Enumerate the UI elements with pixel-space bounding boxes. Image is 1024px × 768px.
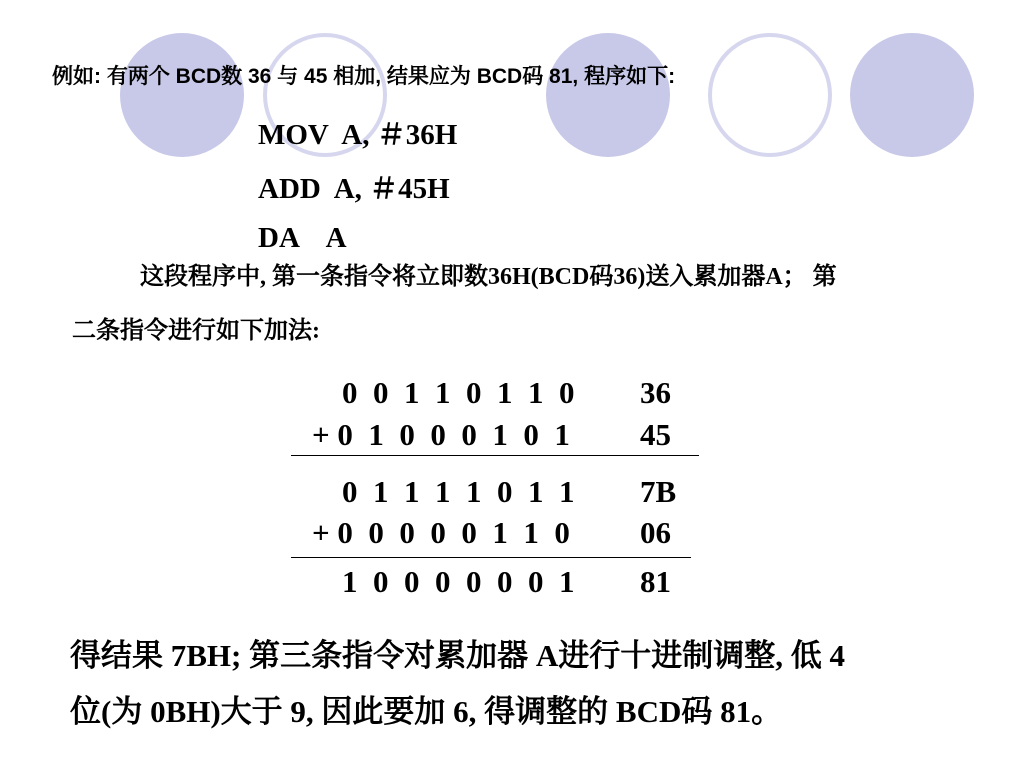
hex-operand-45: 45 — [640, 417, 671, 452]
binary-result: 1 0 0 0 0 0 0 1 — [342, 564, 575, 599]
explanation-line-2: 二条指令进行如下加法: — [72, 318, 320, 344]
binary-operand-45: + 0 1 0 0 0 1 0 1 — [312, 417, 570, 452]
sum-divider-line — [291, 455, 699, 456]
hex-operand-36: 36 — [640, 375, 671, 410]
decorative-circle — [120, 33, 244, 157]
decorative-ring — [708, 33, 832, 157]
decorative-circle — [850, 33, 974, 157]
conclusion-line-1: 得结果 7BH; 第三条指令对累加器 A进行十进制调整, 低 4 — [70, 638, 845, 673]
hex-intermediate-sum: 7B — [640, 474, 677, 509]
result-divider-line — [291, 557, 691, 558]
binary-adjustment: + 0 0 0 0 0 1 1 0 — [312, 515, 570, 550]
hex-result: 81 — [640, 564, 671, 599]
conclusion-line-2: 位(为 0BH)大于 9, 因此要加 6, 得调整的 BCD码 81。 — [70, 694, 783, 729]
code-line-da: DA A — [258, 222, 347, 254]
code-line-mov: MOV A, ＃36H — [258, 119, 458, 151]
hex-adjustment: 06 — [640, 515, 671, 550]
intro-text: 例如: 有两个 BCD数 36 与 45 相加, 结果应为 BCD码 81, 程序如下: — [52, 65, 676, 88]
decorative-circle — [546, 33, 670, 157]
binary-operand-36: 0 0 1 1 0 1 1 0 — [342, 375, 575, 410]
binary-intermediate-sum: 0 1 1 1 1 0 1 1 — [342, 474, 575, 509]
explanation-line-1: 这段程序中, 第一条指令将立即数36H(BCD码36)送入累加器A； 第 — [140, 264, 837, 290]
code-line-add: ADD A, ＃45H — [258, 173, 450, 205]
